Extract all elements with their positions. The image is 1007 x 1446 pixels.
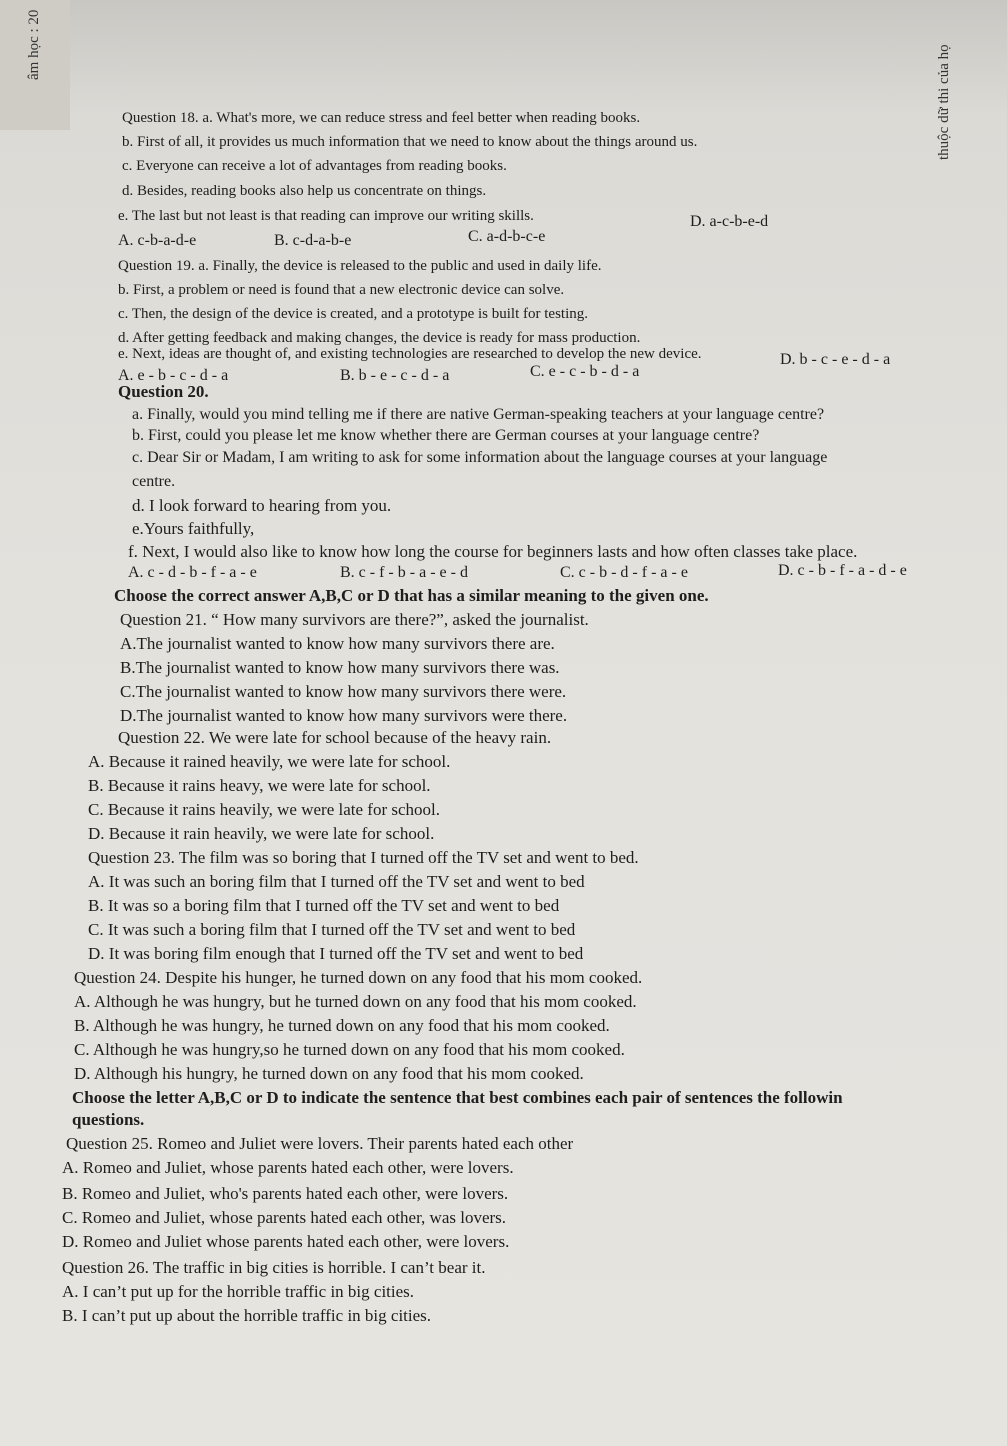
q21-option-c: C.The journalist wanted to know how many survivors there were. bbox=[120, 682, 567, 701]
q20-line-e: e.Yours faithfully, bbox=[132, 519, 255, 538]
q26-stem: Question 26. The traffic in big cities is horrible. I can’t bear it. bbox=[62, 1258, 486, 1277]
q22-option-b: B. Because it rains heavy, we were late for school. bbox=[88, 776, 431, 795]
q22-option-c: C. Because it rains heavily, we were late for school. bbox=[88, 800, 440, 819]
q19-line-e: e. Next, ideas are thought of, and existing technologies are researched to develop the new device. bbox=[118, 346, 702, 362]
q19-line-c: c. Then, the design of the device is created, and a prototype is built for testing. bbox=[118, 306, 589, 322]
q23-stem: Question 23. The film was so boring that I turned off the TV set and went to bed. bbox=[88, 848, 639, 867]
q19-option-d: D. b - c - e - d - a bbox=[780, 351, 891, 368]
q23-option-c: C. It was such a boring film that I turned off the TV set and went to bed bbox=[88, 920, 576, 939]
q19-option-b: B. b - e - c - d - a bbox=[340, 367, 450, 384]
q20-title: Question 20. bbox=[118, 382, 209, 401]
q18-option-c: C. a-d-b-c-e bbox=[468, 228, 546, 245]
q24-option-b: B. Although he was hungry, he turned down on any food that his mom cooked. bbox=[74, 1016, 610, 1035]
q22-stem: Question 22. We were late for school because of the heavy rain. bbox=[118, 728, 552, 747]
q20-option-a: A. c - d - b - f - a - e bbox=[128, 564, 257, 581]
q20-option-b: B. c - f - b - a - e - d bbox=[340, 564, 468, 581]
q19-line-a: Question 19. a. Finally, the device is released to the public and used in daily life. bbox=[118, 258, 602, 274]
q25-option-c: C. Romeo and Juliet, whose parents hated each other, was lovers. bbox=[62, 1208, 507, 1227]
q20-line-c: c. Dear Sir or Madam, I am writing to ask for some information about the language courses at your language bbox=[132, 449, 828, 466]
q18-line-a: Question 18. a. What's more, we can reduce stress and feel better when reading books. bbox=[122, 110, 641, 126]
q18-line-b: b. First of all, it provides us much information that we need to know about the things around us. bbox=[122, 134, 698, 150]
q18-option-d: D. a-c-b-e-d bbox=[690, 213, 769, 230]
right-margin-text: thuộc dữ thi của họ bbox=[936, 44, 952, 160]
q21-option-a: A.The journalist wanted to know how many survivors there are. bbox=[120, 634, 555, 653]
left-margin-text: âm học : 20 bbox=[26, 9, 42, 80]
q24-stem: Question 24. Despite his hunger, he turned down on any food that his mom cooked. bbox=[74, 968, 643, 987]
q25-stem: Question 25. Romeo and Juliet were lovers. Their parents hated each other bbox=[66, 1134, 574, 1153]
q26-option-b: B. I can’t put up about the horrible traffic in big cities. bbox=[62, 1306, 432, 1325]
q18-line-d: d. Besides, reading books also help us concentrate on things. bbox=[122, 183, 487, 199]
q21-option-d: D.The journalist wanted to know how many survivors were there. bbox=[120, 706, 568, 725]
q18-option-a: A. c-b-a-d-e bbox=[118, 232, 197, 249]
q20-line-d: d. I look forward to hearing from you. bbox=[132, 496, 392, 515]
q19-line-d: d. After getting feedback and making changes, the device is ready for mass production. bbox=[118, 330, 641, 346]
instruction-combine-cont: questions. bbox=[72, 1110, 145, 1129]
q20-line-f: f. Next, I would also like to know how long the course for beginners lasts and how often classes take place. bbox=[128, 542, 858, 561]
q20-line-c-cont: centre. bbox=[132, 473, 176, 490]
q21-stem: Question 21. “ How many survivors are there?”, asked the journalist. bbox=[120, 610, 589, 629]
q22-option-d: D. Because it rain heavily, we were late for school. bbox=[88, 824, 435, 843]
q18-line-e: e. The last but not least is that reading can improve our writing skills. bbox=[118, 208, 534, 224]
q20-line-b: b. First, could you please let me know whether there are German courses at your language centre? bbox=[132, 427, 760, 444]
q21-option-b: B.The journalist wanted to know how many survivors there was. bbox=[120, 658, 560, 677]
instruction-similar-meaning: Choose the correct answer A,B,C or D that has a similar meaning to the given one. bbox=[114, 586, 709, 605]
q23-option-d: D. It was boring film enough that I turned off the TV set and went to bed bbox=[88, 944, 584, 963]
q25-option-d: D. Romeo and Juliet whose parents hated each other, were lovers. bbox=[62, 1232, 510, 1251]
q24-option-a: A. Although he was hungry, but he turned down on any food that his mom cooked. bbox=[74, 992, 637, 1011]
q20-line-a: a. Finally, would you mind telling me if there are native German-speaking teachers at your language centre? bbox=[132, 406, 825, 423]
instruction-combine: Choose the letter A,B,C or D to indicate the sentence that best combines each pair of sentences the followin bbox=[72, 1088, 843, 1107]
q18-line-c: c. Everyone can receive a lot of advantages from reading books. bbox=[122, 158, 507, 174]
q24-option-c: C. Although he was hungry,so he turned down on any food that his mom cooked. bbox=[74, 1040, 625, 1059]
q19-option-c: C. e - c - b - d - a bbox=[530, 363, 640, 380]
q25-option-a: A. Romeo and Juliet, whose parents hated each other, were lovers. bbox=[62, 1158, 514, 1177]
q25-option-b: B. Romeo and Juliet, who's parents hated each other, were lovers. bbox=[62, 1184, 509, 1203]
q26-option-a: A. I can’t put up for the horrible traffic in big cities. bbox=[62, 1282, 415, 1301]
q22-option-a: A. Because it rained heavily, we were late for school. bbox=[88, 752, 451, 771]
q19-option-a: A. e - b - c - d - a bbox=[118, 367, 229, 384]
q18-option-b: B. c-d-a-b-e bbox=[274, 232, 352, 249]
q24-option-d: D. Although his hungry, he turned down on any food that his mom cooked. bbox=[74, 1064, 584, 1083]
q20-option-d: D. c - b - f - a - d - e bbox=[778, 562, 907, 579]
q19-line-b: b. First, a problem or need is found that a new electronic device can solve. bbox=[118, 282, 565, 298]
q20-option-c: C. c - b - d - f - a - e bbox=[560, 564, 688, 581]
q23-option-a: A. It was such an boring film that I turned off the TV set and went to bed bbox=[88, 872, 585, 891]
q23-option-b: B. It was so a boring film that I turned off the TV set and went to bed bbox=[88, 896, 560, 915]
